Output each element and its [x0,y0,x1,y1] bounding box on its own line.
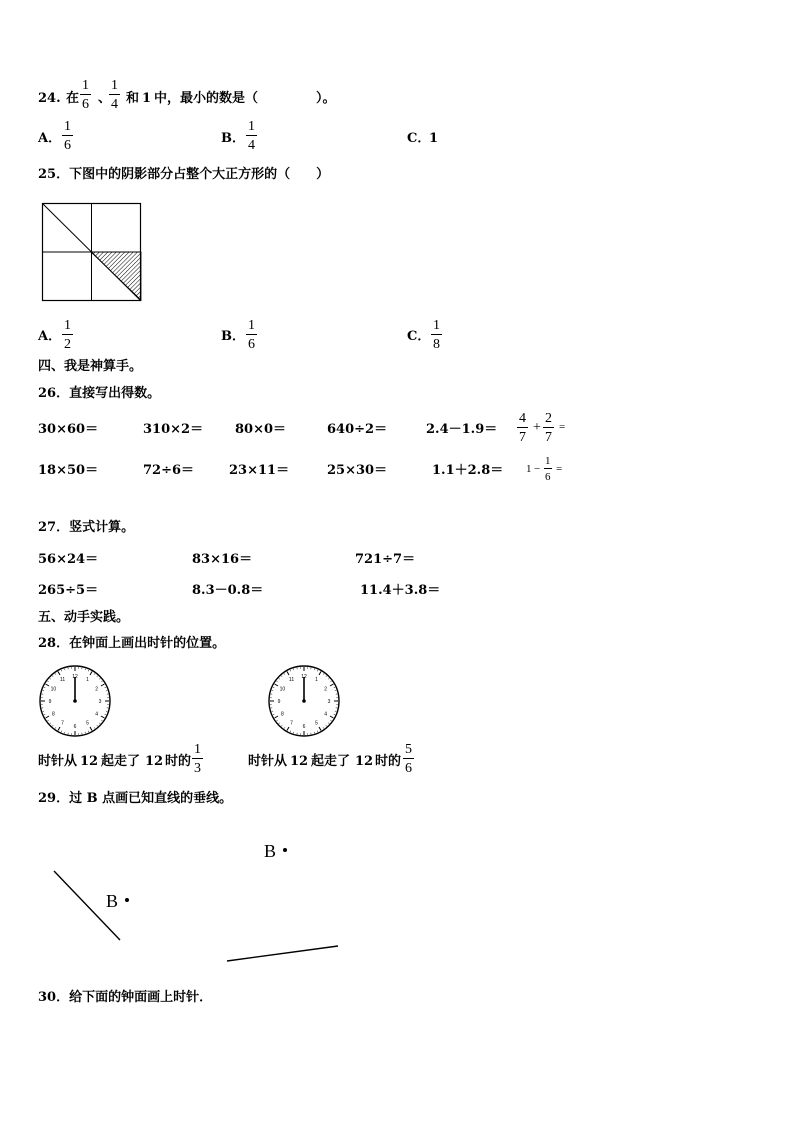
fraction-numerator: 1 [64,318,71,333]
q28-caption-2-prefix: 时针从 [248,754,288,769]
q24-option-a-label: A． [38,131,62,146]
q26-r2-c5: 1.1＋2.8＝ [432,463,504,478]
q24-one: 1 [142,91,152,106]
q24-text-c: 中，最小的数是（ [154,91,259,106]
fraction-denominator: 6 [405,761,412,776]
q24-separator: 、 [98,91,112,106]
q27-r2-c1: 265÷5＝ [38,583,99,598]
fraction-denominator: 6 [248,337,255,352]
fraction-numerator: 5 [405,742,412,757]
q27-r1-c3: 721÷7＝ [355,552,416,567]
fraction-numerator: 1 [248,318,255,333]
q26-expr2-lead: 1 [526,463,532,475]
fraction-denominator: 6 [545,471,551,483]
q30-text: 30．给下面的钟面画上时针． [38,990,213,1005]
clock-number: 11 [288,677,295,684]
clock-number: 8 [280,711,284,718]
clock-number: 5 [86,720,89,727]
q28-caption-2-unit: 时的 [375,754,402,769]
fraction-denominator: 8 [433,337,440,352]
q26-r2-c4: 25×30＝ [327,463,388,478]
q26-text: 26．直接写出得数。 [38,386,161,401]
clock-number: 10 [279,686,286,693]
q24-option-b-label: B． [221,131,245,146]
clock-number: 7 [61,720,64,727]
clock-number: 1 [315,677,318,684]
clock-number: 6 [73,723,77,730]
section-5-heading: 五、动手实践。 [38,610,130,625]
fraction-numerator: 1 [248,119,255,134]
fraction-numerator: 1 [194,742,201,757]
clock-number: 8 [51,711,55,718]
clock-number: 7 [290,720,293,727]
clock-number: 12 [301,673,307,680]
q29-point-b-label-1: B [264,841,277,861]
fraction-numerator: 1 [82,78,89,93]
q24-text-d: ）。 [316,91,336,106]
q24-number: 24. [38,91,61,106]
q26-r1-c1: 30×60＝ [38,422,99,437]
clock-number: 1 [86,677,89,684]
q26-expr2-op: − [534,463,541,475]
q26-r2-c2: 72÷6＝ [143,463,195,478]
fraction-denominator: 3 [194,761,201,776]
fraction-denominator: 6 [82,97,89,112]
q25-option-a-label: A． [38,329,62,344]
q27-r1-c1: 56×24＝ [38,552,99,567]
fraction-denominator: 4 [111,97,118,112]
q26-expr1-op: + [533,420,541,435]
q28-caption-2-mid: 12 [290,754,309,769]
clock-number: 9 [48,698,52,705]
fraction-denominator: 6 [64,138,71,153]
q26-r1-c4: 640÷2＝ [327,422,388,437]
q28-text: 28．在钟面上画出时针的位置。 [38,636,226,651]
q28-caption-2-hours: 12 [355,754,374,769]
clock-number: 2 [95,686,99,693]
q26-expr2-eq: = [556,463,563,475]
fraction-numerator: 1 [64,119,71,134]
q28-caption-1-text: 起走了 [101,754,141,769]
q26-r1-c5: 2.4－1.9＝ [426,422,498,437]
q24-option-c-value: 1 [429,131,439,146]
fraction-denominator: 4 [248,138,255,153]
q26-r2-c1: 18×50＝ [38,463,99,478]
q24-text-b: 和 [126,91,140,106]
q24-option-c-label: C． [407,131,431,146]
q26-r2-c3: 23×11＝ [229,463,290,478]
q27-r2-c2: 8.3－0.8＝ [192,583,264,598]
q28-caption-1-mid: 12 [80,754,99,769]
q24-text-a: 在 [66,91,80,106]
clock-number: 10 [50,686,57,693]
clock-number: 4 [324,711,328,718]
fraction-denominator: 2 [64,337,71,352]
q29-point-b-label-2: B [106,891,119,911]
clock-number: 9 [277,698,281,705]
q27-r2-c3: 11.4＋3.8＝ [360,583,441,598]
q28-caption-1-hours: 12 [145,754,164,769]
q26-r1-c2: 310×2＝ [143,422,204,437]
clock-number: 3 [327,698,331,705]
section-4-heading: 四、我是神算手。 [38,359,143,374]
q27-text: 27．竖式计算。 [38,520,135,535]
q25-text: 25．下图中的阴影部分占整个大正方形的（ ） [38,167,330,182]
fraction-numerator: 1 [545,455,551,467]
clock-number: 4 [95,711,99,718]
clock-number: 12 [72,673,78,680]
q26-expr1-eq: = [559,421,566,433]
clock-number: 11 [59,677,66,684]
q28-caption-2-text: 起走了 [311,754,351,769]
fraction-denominator: 7 [545,430,552,445]
clock-number: 6 [302,723,306,730]
q28-caption-1-unit: 时的 [165,754,192,769]
fraction-numerator: 4 [519,411,526,426]
fraction-numerator: 1 [111,78,118,93]
q25-option-b-label: B． [221,329,245,344]
clock-number: 3 [98,698,102,705]
q29-text: 29．过 B 点画已知直线的垂线。 [38,791,233,806]
fraction-denominator: 7 [519,430,526,445]
q25-option-c-label: C． [407,329,431,344]
q26-r1-c3: 80×0＝ [235,422,287,437]
clock-number: 2 [324,686,328,693]
fraction-numerator: 1 [433,318,440,333]
clock-number: 5 [315,720,318,727]
q28-caption-1-prefix: 时针从 [38,754,78,769]
fraction-numerator: 2 [545,411,552,426]
q27-r1-c2: 83×16＝ [192,552,253,567]
